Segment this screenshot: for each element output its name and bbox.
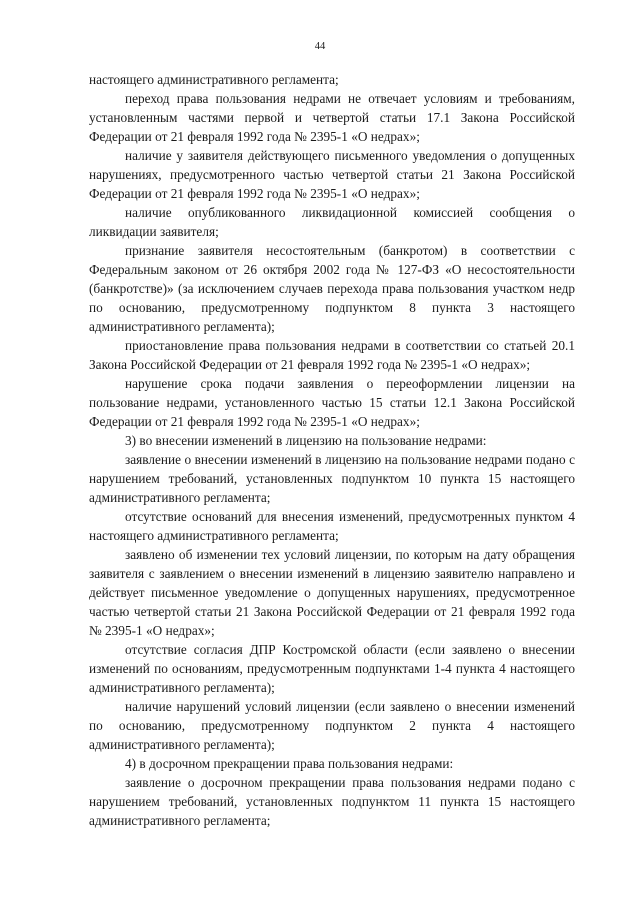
- subsection-heading: 4) в досрочном прекращении права пользования недрами:: [125, 756, 454, 771]
- paragraph: нарушение срока подачи заявления о переоформлении лицензии на пользование недрами, установленного частью 15 статьи 12.1 Закона Российской Федерации от 21 февраля 1992 года № 2395-1 «О недрах»;: [89, 376, 575, 429]
- page-number: 44: [314, 41, 326, 52]
- paragraph: отсутствие согласия ДПР Костромской области (если заявлено о внесении изменений по основаниям, предусмотренным подпунктами 1-4 пункта 4 настоящего административного регламента);: [89, 642, 575, 695]
- paragraph: наличие опубликованного ликвидационной комиссией сообщения о ликвидации заявителя;: [89, 205, 575, 239]
- paragraph: заявлено об изменении тех условий лицензии, по которым на дату обращения заявителя с заявлением о внесении изменений в лицензию заявителю направлено и действует письменное уведомление о допущенных нарушениях, предусмотренное частью четвертой статьи 21 Закона Российской Федерации от 21 февраля 1992 года № 2395-1 «О недрах»;: [89, 547, 575, 638]
- document-body: [89, 70, 575, 830]
- paragraph: признание заявителя несостоятельным (банкротом) в соответствии с Федеральным законом от 26 октября 2002 года № 127-ФЗ «О несостоятельности (банкротстве)» (за исключением случаев перехода права пользования участком недр по основанию, предусмотренному подпунктом 8 пункта 3 настоящего административного регламента);: [89, 243, 575, 334]
- paragraph: наличие у заявителя действующего письменного уведомления о допущенных нарушениях, предусмотренного частью четвертой статьи 21 Закона Российской Федерации от 21 февраля 1992 года № 2395-1 «О недрах»;: [89, 148, 575, 201]
- paragraph: заявление о досрочном прекращении права пользования недрами подано с нарушением требований, установленных подпунктом 11 пункта 15 настоящего административного регламента;: [89, 775, 575, 828]
- paragraph: приостановление права пользования недрами в соответствии со статьей 20.1 Закона Российской Федерации от 21 февраля 1992 года № 2395-1 «О недрах»;: [89, 338, 575, 372]
- subsection-heading: 3) во внесении изменений в лицензию на пользование недрами:: [125, 433, 487, 448]
- paragraph-continuation: настоящего административного регламента;: [89, 72, 339, 87]
- paragraph: заявление о внесении изменений в лицензию на пользование недрами подано с нарушением требований, установленных подпунктом 10 пункта 15 настоящего административного регламента;: [89, 452, 575, 505]
- paragraph: наличие нарушений условий лицензии (если заявлено о внесении изменений по основанию, предусмотренному подпунктом 2 пункта 4 настоящего административного регламента);: [89, 699, 575, 752]
- paragraph: переход права пользования недрами не отвечает условиям и требованиям, установленным частями первой и четвертой статьи 17.1 Закона Российской Федерации от 21 февраля 1992 года № 2395-1 «О недрах»;: [89, 91, 575, 144]
- paragraph: отсутствие оснований для внесения изменений, предусмотренных пунктом 4 настоящего административного регламента;: [89, 509, 575, 543]
